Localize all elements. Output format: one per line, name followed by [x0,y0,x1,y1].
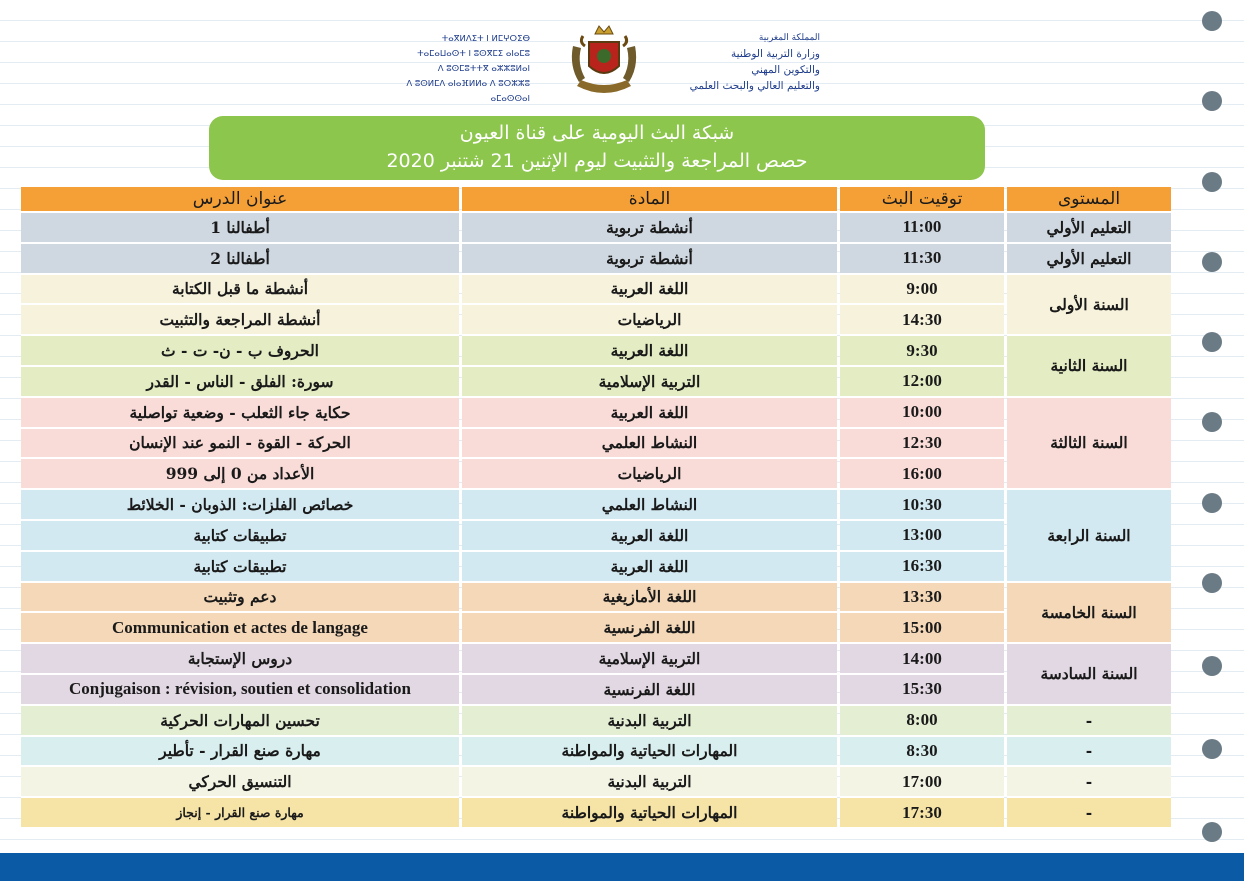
subject-cell: التربية الإسلامية [462,644,837,675]
lesson-title-cell: مهارة صنع القرار - إنجاز [21,798,459,829]
subject-cell: التربية الإسلامية [462,367,837,398]
subject-cell: الرياضيات [462,305,837,336]
level-cell: السنة الثانية [1007,336,1171,398]
broadcast-time-cell: 15:30 [840,675,1004,706]
table-row [21,275,1171,306]
table-row [21,613,1171,644]
subject-cell: اللغة الفرنسية [462,675,837,706]
arabic-header-line: والتكوين المهني [751,64,820,76]
header-level: المستوى [1007,187,1171,213]
lesson-title-cell: الأعداد من 0 إلى 999 [21,459,459,490]
broadcast-time-cell: 16:30 [840,552,1004,583]
level-cell: السنة الخامسة [1007,583,1171,645]
lesson-title-cell: دروس الإستجابة [21,644,459,675]
subject-cell: اللغة العربية [462,398,837,429]
table-body [21,213,1171,829]
lesson-title-cell: الحركة - القوة - النمو عند الإنسان [21,429,459,460]
subject-cell: أنشطة تربوية [462,244,837,275]
table-row [21,305,1171,336]
binder-dot [1202,493,1222,513]
broadcast-time-cell: 14:30 [840,305,1004,336]
table-row [21,367,1171,398]
binder-dot [1202,11,1222,31]
broadcast-time-cell: 10:00 [840,398,1004,429]
broadcast-time-cell: 12:30 [840,429,1004,460]
subject-cell: اللغة العربية [462,336,837,367]
subject-cell: المهارات الحياتية والمواطنة [462,798,837,829]
tifinagh-line: ⵜⴰⵎⴰⵡⴰⵙⵜ ⵏ ⵓⵙⴳⵎⵉ ⴰⵏⴰⵎⵓ [417,49,530,59]
broadcast-time-cell: 16:00 [840,459,1004,490]
subject-cell: أنشطة تربوية [462,213,837,244]
lesson-title-cell: تطبيقات كتابية [21,521,459,552]
subject-cell: اللغة الأمازيغية [462,583,837,614]
subject-cell: اللغة العربية [462,552,837,583]
level-cell: التعليم الأولي [1007,244,1171,275]
header-broadcast-time: توقيت البث [840,187,1004,213]
subject-cell: الرياضيات [462,459,837,490]
arabic-header-line: المملكة المغربية [758,33,820,43]
table-row [21,737,1171,768]
lesson-title-cell: أنشطة ما قبل الكتابة [21,275,459,306]
binder-dot [1202,91,1222,111]
broadcast-time-cell: 17:30 [840,798,1004,829]
header-lesson-title: عنوان الدرس [21,187,459,213]
lesson-title-cell: الحروف ب - ن- ت - ث [21,336,459,367]
subject-cell: النشاط العلمي [462,429,837,460]
broadcast-time-cell: 15:00 [840,613,1004,644]
arabic-ministry-name [645,30,820,94]
table-row [21,459,1171,490]
binder-dot [1202,252,1222,272]
binder-dot [1202,172,1222,192]
level-cell: - [1007,767,1171,798]
table-row [21,675,1171,706]
lesson-title-cell: تحسين المهارات الحركية [21,706,459,737]
header-subject: المادة [462,187,837,213]
table-row [21,521,1171,552]
binder-dot [1202,573,1222,593]
lesson-title-cell: أطفالنا 1 [21,213,459,244]
table-row [21,490,1171,521]
table-row [21,398,1171,429]
arabic-header-line: وزارة التربية الوطنية [731,48,820,60]
schedule-title-banner [209,116,985,180]
subject-cell: التربية البدنية [462,767,837,798]
broadcast-time-cell: 11:30 [840,244,1004,275]
table-row [21,336,1171,367]
tifinagh-line: ⴷ ⵓⵙⵍⵎⴷ ⴰⵏⴰⴼⵍⵍⴰ ⴷ ⵓⵔⵣⵣⵓ ⴰⵎⴰⵙⵙⴰⵏ [406,79,530,104]
table-row [21,706,1171,737]
lesson-title-cell: التنسيق الحركي [21,767,459,798]
level-cell: السنة السادسة [1007,644,1171,706]
broadcast-time-cell: 8:00 [840,706,1004,737]
table-row [21,244,1171,275]
level-cell: السنة الأولى [1007,275,1171,337]
subject-cell: التربية البدنية [462,706,837,737]
lesson-title-cell: Communication et actes de langage [21,613,459,644]
broadcast-time-cell: 13:00 [840,521,1004,552]
binder-dot [1202,412,1222,432]
coat-of-arms-emblem [565,16,643,100]
tifinagh-line: ⵜⴰⴳⵍⴷⵉⵜ ⵏ ⵍⵎⵖⵔⵉⴱ [441,34,530,44]
broadcast-time-cell: 9:00 [840,275,1004,306]
binder-dot [1202,822,1222,842]
level-cell: التعليم الأولي [1007,213,1171,244]
table-row [21,552,1171,583]
table-header-row [21,187,1171,213]
lesson-title-cell: سورة: الفلق - الناس - القدر [21,367,459,398]
lesson-title-cell: حكاية جاء الثعلب - وضعية تواصلية [21,398,459,429]
level-cell: السنة الرابعة [1007,490,1171,582]
arabic-header-line: والتعليم العالي والبحث العلمي [689,80,820,92]
level-cell: - [1007,706,1171,737]
broadcast-time-cell: 17:00 [840,767,1004,798]
subject-cell: المهارات الحياتية والمواطنة [462,737,837,768]
lesson-title-cell: دعم وتثبيت [21,583,459,614]
level-cell: - [1007,798,1171,829]
table-row [21,767,1171,798]
binder-dot [1202,332,1222,352]
lesson-title-cell: خصائص الفلزات: الذوبان - الخلائط [21,490,459,521]
table-row [21,644,1171,675]
tifinagh-line: ⴷ ⵓⵙⵎⵓⵜⵜⴳ ⴰⵣⵣⵓⵍⴰⵏ [437,64,530,74]
broadcast-time-cell: 9:30 [840,336,1004,367]
broadcast-time-cell: 11:00 [840,213,1004,244]
lesson-title-cell: أطفالنا 2 [21,244,459,275]
lesson-title-cell: Conjugaison : révision, soutien et consolidation [21,675,459,706]
lesson-title-cell: تطبيقات كتابية [21,552,459,583]
binder-dot [1202,739,1222,759]
tifinagh-ministry-name [380,32,530,107]
broadcast-time-cell: 12:00 [840,367,1004,398]
banner-subtitle: حصص المراجعة والتثبيت ليوم الإثنين 21 شتنبر 2020 [386,150,808,172]
banner-title: شبكة البث اليومية على قناة العيون [459,122,735,144]
bottom-bar [0,853,1244,881]
broadcast-time-cell: 14:00 [840,644,1004,675]
subject-cell: اللغة الفرنسية [462,613,837,644]
broadcast-time-cell: 13:30 [840,583,1004,614]
subject-cell: النشاط العلمي [462,490,837,521]
lesson-title-cell: أنشطة المراجعة والتثبيت [21,305,459,336]
broadcast-time-cell: 10:30 [840,490,1004,521]
lesson-title-cell: مهارة صنع القرار - تأطير [21,737,459,768]
subject-cell: اللغة العربية [462,275,837,306]
table-row [21,429,1171,460]
broadcast-schedule-table [18,187,1174,829]
binder-dot [1202,656,1222,676]
table-row [21,583,1171,614]
subject-cell: اللغة العربية [462,521,837,552]
table-row [21,798,1171,829]
level-cell: السنة الثالثة [1007,398,1171,490]
table-row [21,213,1171,244]
level-cell: - [1007,737,1171,768]
broadcast-time-cell: 8:30 [840,737,1004,768]
